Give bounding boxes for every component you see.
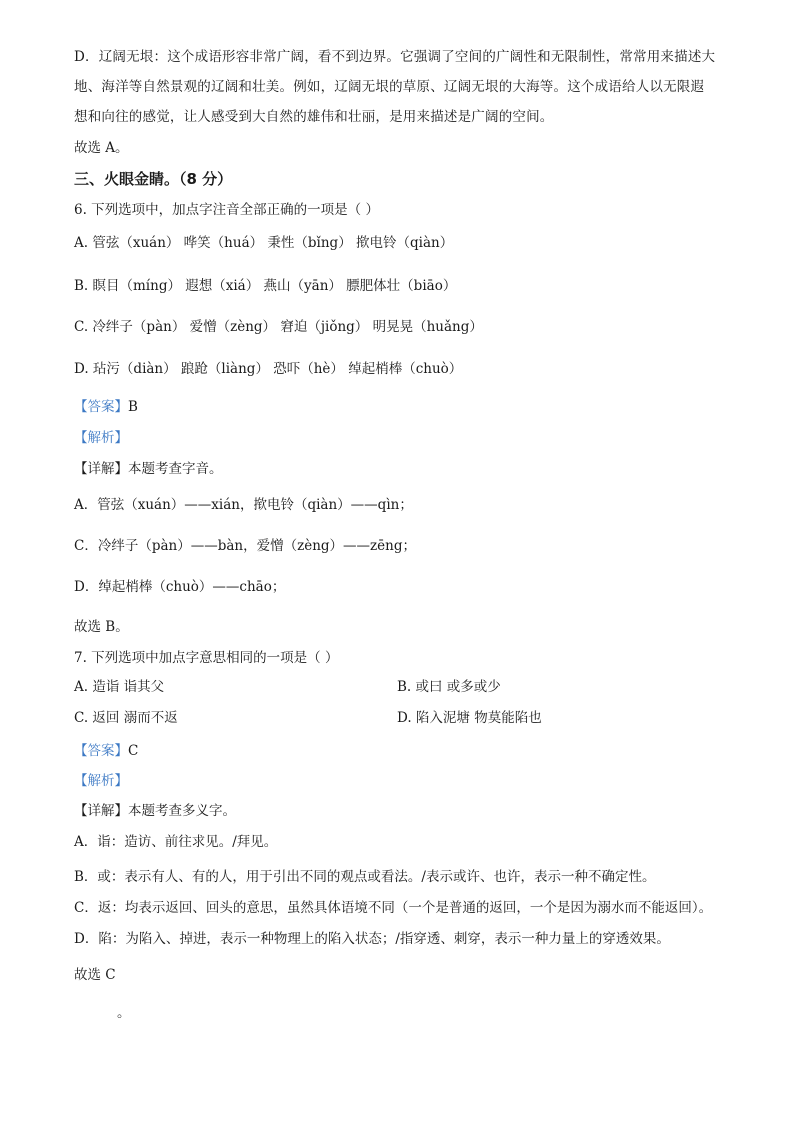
q6-explanation-a: A．管弦（xuán）——xián，揿电铃（qiàn）——qìn； bbox=[74, 497, 413, 513]
option-d-explanation-line-3: 想和向往的感觉，让人感受到大自然的雄伟和壮丽，是用来描述是广阔的空间。 bbox=[74, 109, 554, 125]
q6-detail bbox=[74, 459, 223, 479]
q7-conclusion: 故选 C bbox=[74, 967, 116, 983]
section-heading: 三、火眼金睛。（8 分） bbox=[74, 170, 233, 188]
q7-explanation-b: B．或：表示有人、有的人，用于引出不同的观点或看法。/表示或许、也许，表示一种不确定性。 bbox=[74, 869, 656, 885]
previous-conclusion: 故选 A。 bbox=[74, 140, 129, 156]
q6-explanation-c: C．冷绊子（pàn）——bàn，爱憎（zèng）——zēng； bbox=[74, 538, 416, 554]
answer-value: C bbox=[128, 743, 139, 759]
q7-option-b: B. 或曰 或多或少 bbox=[397, 679, 501, 695]
q7-option-a: A. 造诣 诣其父 bbox=[74, 679, 165, 695]
q6-stem: 6. 下列选项中，加点字注音全部正确的一项是（ ） bbox=[74, 202, 379, 218]
q7-explanation-c: C．返：均表示返回、回头的意思，虽然具体语境不同（一个是普通的返回，一个是因为溺水而不能返回）。 bbox=[74, 900, 713, 916]
answer-tag: 【答案】 bbox=[74, 743, 128, 759]
detail-tag: 【详解】 bbox=[74, 461, 128, 477]
q7-analysis-tag: 【解析】 bbox=[74, 773, 128, 789]
q6-option-b: B. 瞑目（míng） 遐想（xiá） 燕山（yān） 膘肥体壮（biāo） bbox=[74, 278, 457, 294]
detail-text: 本题考查多义字。 bbox=[128, 803, 236, 819]
q7-detail bbox=[74, 801, 236, 821]
q6-analysis-tag: 【解析】 bbox=[74, 430, 128, 446]
detail-tag: 【详解】 bbox=[74, 803, 128, 819]
option-d-explanation-line-1: D．辽阔无垠：这个成语形容非常广阔，看不到边界。它强调了空间的广阔性和无限制性，常常用来描述大 bbox=[74, 49, 716, 65]
q7-answer bbox=[74, 741, 138, 761]
q7-option-d: D. 陷入泥塘 物莫能陷也 bbox=[397, 710, 542, 726]
answer-value: B bbox=[128, 399, 138, 415]
q6-answer bbox=[74, 397, 138, 417]
q7-trailing-period: 。 bbox=[117, 1005, 131, 1021]
answer-tag: 【答案】 bbox=[74, 399, 128, 415]
q6-option-d: D. 玷污（diàn） 踉跄（liàng） 恐吓（hè） 绰起梢棒（chuò） bbox=[74, 361, 463, 377]
q6-option-a: A. 管弦（xuán） 哗笑（huá） 秉性（bǐng） 揿电铃（qiàn） bbox=[74, 235, 454, 251]
q7-stem: 7. 下列选项中加点字意思相同的一项是（ ） bbox=[74, 650, 339, 666]
q7-option-c: C. 返回 溺而不返 bbox=[74, 710, 178, 726]
option-d-explanation-line-2: 地、海洋等自然景观的辽阔和壮美。例如，辽阔无垠的草原、辽阔无垠的大海等。这个成语给人以无限遐 bbox=[74, 79, 705, 95]
detail-text: 本题考查字音。 bbox=[128, 461, 223, 477]
q6-option-c: C. 冷绊子（pàn） 爱憎（zèng） 窘迫（jiǒng） 明晃晃（huǎng） bbox=[74, 319, 483, 335]
q7-explanation-d: D．陷：为陷入、掉进，表示一种物理上的陷入状态；/指穿透、刺穿，表示一种力量上的穿透效果。 bbox=[74, 931, 670, 947]
q7-explanation-a: A．诣：造访、前往求见。/拜见。 bbox=[74, 834, 278, 850]
q6-explanation-d: D．绰起梢棒（chuò）——chāo； bbox=[74, 579, 286, 595]
q6-conclusion: 故选 B。 bbox=[74, 619, 129, 635]
